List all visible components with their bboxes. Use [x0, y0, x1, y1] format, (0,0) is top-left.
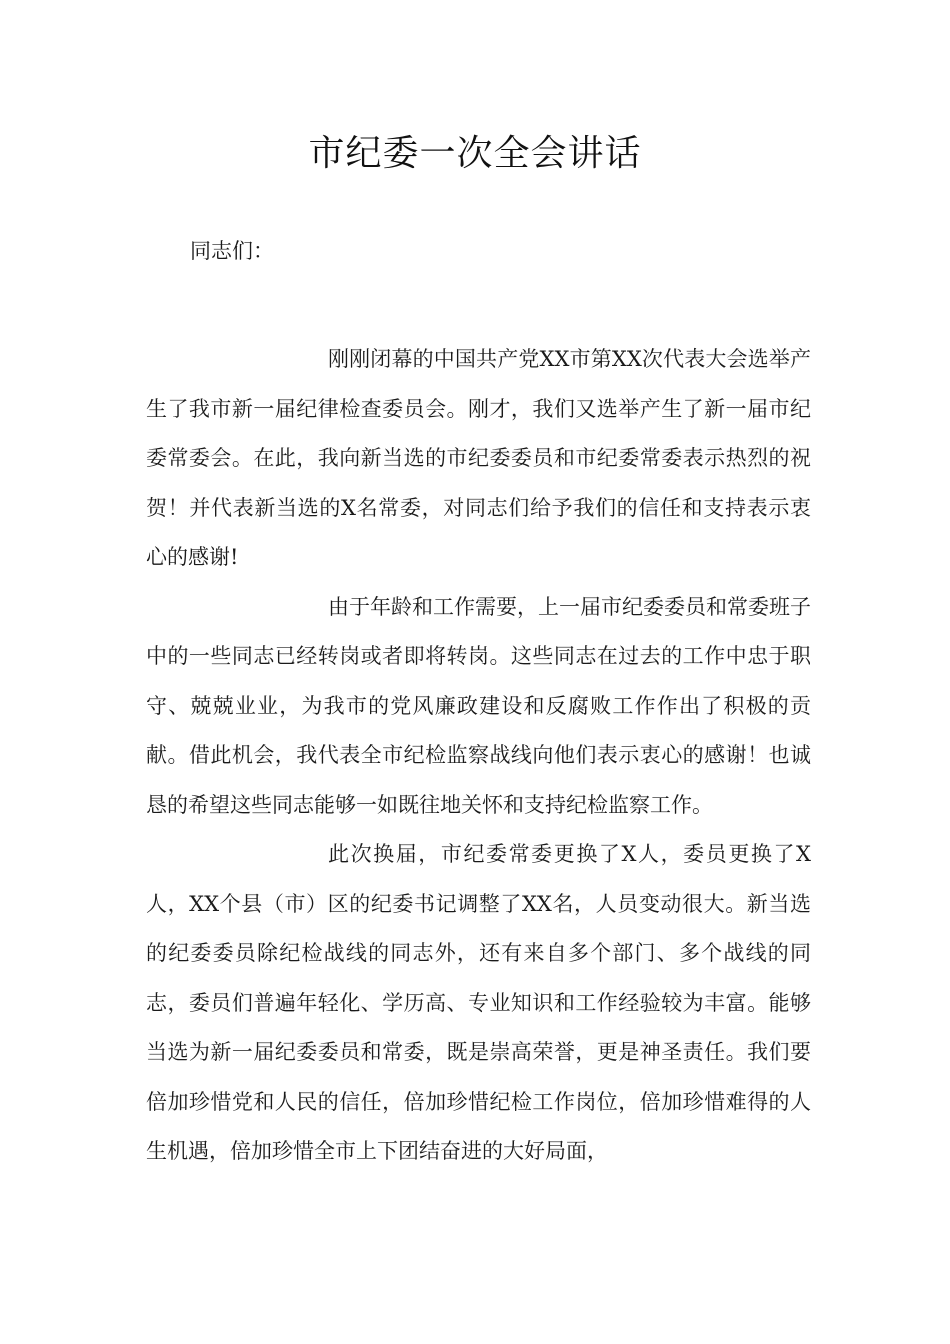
paragraph: 此次换届，市纪委常委更换了X人，委员更换了X人，XX个县（市）区的纪委书记调整了XX名，人员变动很大。新当选的纪委委员除纪检战线的同志外，还有来自多个部门、多个战线的同志，委员们普遍年轻化、学历高、专业知识和工作经验较为丰富。能够当选为新一届纪委委员和常委，既是崇高荣誉，更是神圣责任。我们要倍加珍惜党和人民的信任，倍加珍惜纪检工作岗位，倍加珍惜难得的人生机遇，倍加珍惜全市上下团结奋进的大好局面， [146, 842, 811, 1163]
salutation: 同志们： [190, 239, 274, 263]
paragraph: 刚刚闭幕的中国共产党XX市第XX次代表大会选举产生了我市新一届纪律检查委员会。刚才，我们又选举产生了新一届市纪委常委会。在此，我向新当选的市纪委委员和市纪委常委表示热烈的祝贺！并代表新当选的X名常委，对同志们给予我们的信任和支持表示衷心的感谢! [146, 347, 811, 569]
document-body [146, 335, 811, 1177]
paragraph: 由于年龄和工作需要，上一届市纪委委员和常委班子中的一些同志已经转岗或者即将转岗。这些同志在过去的工作中忠于职守、兢兢业业，为我市的党风廉政建设和反腐败工作作出了积极的贡献。借此机会，我代表全市纪检监察战线向他们表示衷心的感谢！也诚恳的希望这些同志能够一如既往地关怀和支持纪检监察工作。 [146, 594, 811, 817]
document-title: 市纪委一次全会讲话 [308, 133, 642, 174]
